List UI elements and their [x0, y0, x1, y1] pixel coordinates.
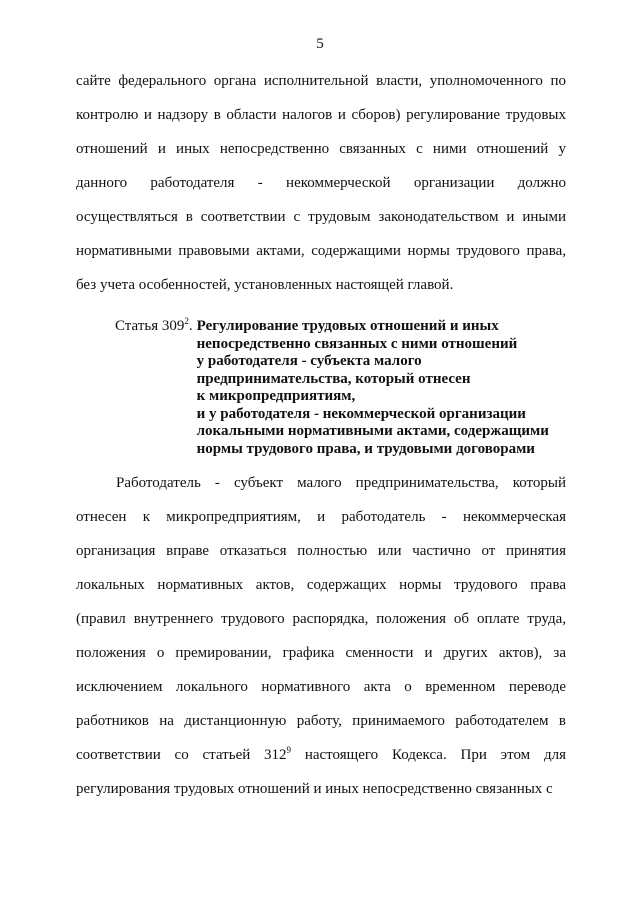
- article-label: [115, 318, 193, 458]
- page-number: 5: [316, 36, 324, 52]
- article-heading: [115, 318, 575, 458]
- article-title-line: Регулирование трудовых отношений и иных: [196, 318, 499, 334]
- article-title: [197, 318, 549, 458]
- article-title-line: к микропредприятиям,: [196, 388, 356, 404]
- article-label-superscript: 2: [184, 316, 189, 326]
- paragraph-text-tail: настоящего Кодекса. При этом для регулирования трудовых отношений и иных непосредственно связанных с: [76, 747, 566, 797]
- article-label-suffix: .: [188, 318, 193, 334]
- paragraph-text: [76, 466, 566, 806]
- paragraph-text: сайте федерального органа исполнительной власти, уполномоченного по контролю и надзору в области налогов и сборов) регулирование трудовых отношений и иных непосредственно связанных с ними отношений у данного работодателя - некоммерческой организации должно осуществляться в соответствии с трудовым законодательством и иными нормативными правовыми актами, содержащими нормы трудового права, без учета особенностей, установленных настоящей главой.: [76, 73, 566, 293]
- article-label-text: Статья 309: [115, 318, 185, 334]
- paragraph-continuation: [76, 64, 566, 302]
- article-title-line: у работодателя - субъекта малого: [196, 353, 422, 369]
- article-title-line: и у работодателя - некоммерческой организации: [196, 405, 526, 422]
- article-title-line: локальными нормативными актами, содержащими: [196, 423, 549, 439]
- article-title-line: непосредственно связанных с ними отношений: [196, 335, 518, 352]
- article-title-line: предпринимательства, который отнесен: [196, 370, 471, 387]
- article-paragraph: [76, 466, 566, 806]
- paragraph-text-main: Работодатель - субъект малого предпринимательства, который отнесен к микропредприятиям, и работодатель - некоммерческая организация вправе отказаться полностью или частично от принятия локальных нормативных актов, содержащих нормы трудового права (правил внутреннего трудового распорядка, положения об оплате труда, положения о премировании, графика сменности и других актов), за исключением локального нормативного акта о временном переводе работников на дистанционную работу, принимаемого работодателем в соответствии со статьей 312: [76, 475, 566, 763]
- article-reference-superscript: 9: [286, 745, 292, 755]
- article-title-line: нормы трудового права, и трудовыми договорами: [196, 440, 535, 457]
